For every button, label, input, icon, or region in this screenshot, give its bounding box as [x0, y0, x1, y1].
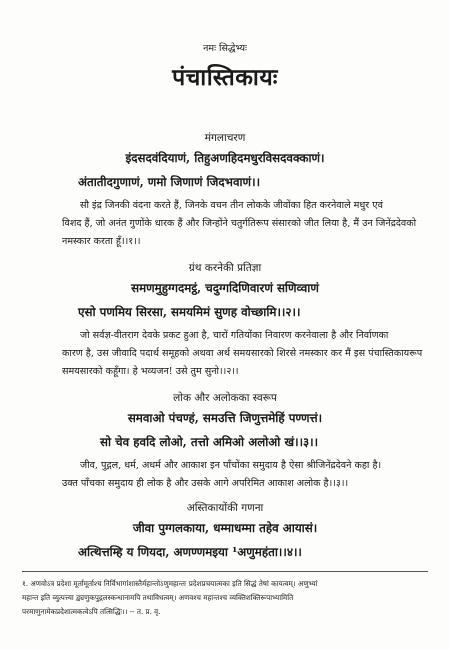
meaning-line: सौ इंद्र जिनकी वंदना करते हैं, जिनके वचन तीन लोकके जीवोंका हित करनेवाले मधुर एवं: [80, 200, 383, 211]
meaning-line: विशद हैं, जो अनंत गुणोंके धारक हैं और जिन्होंने चतुर्गतिरूप संसारको जीत लिया है, मैं उन जिनेंद्रदेवको: [62, 218, 417, 229]
meaning-line: कारण है, उस जीवादि पदार्थ समूहको अथवा अर्थ समयसारको शिरसे नमस्कार कर मैं इस पंचास्तिकायरूप: [62, 348, 423, 359]
footnote-divider: [22, 571, 428, 572]
gatha-line: समवाओ पंचण्हं, समउत्ति जिणुत्तमेहिं पण्णत्तं।: [127, 411, 323, 425]
gatha-line: अंतातीदगुणाणं, णमो जिणाणं जिदभवाणं।।: [78, 175, 261, 189]
gatha-line: समणमुहुग्गदमट्ठं, चदुग्गदिणिवारणं सणिव्वाणं: [131, 281, 319, 295]
section-heading-astikay-ganana: अस्तिकायोंकी गणना: [186, 502, 264, 514]
meaning-paragraph: [62, 197, 417, 251]
section-heading-lok-alok: लोक और अलोकका स्वरूप: [173, 392, 277, 404]
footnote-line: १. अणवोऽत्र प्रदेशा मूर्तामूर्ताश्च निर्विभागांशास्तैर्महान्तोऽणुमहान्तः प्रदेशप्रचयात्मका इति सिद्धं तेषां कायत्वम्। अणुभ्यां: [22, 579, 318, 588]
gatha-line: जीवा पुग्गलकाया, धम्माधम्मा तहेव आयासं।: [132, 521, 318, 535]
gatha-line: इंदसदवंदियाणं, तिहुअणहिदमधुरविसदवक्काणं।: [125, 151, 325, 165]
meaning-line: समयसारको कहूँगा। हे भव्यजन! उसे तुम सुनो।।२।।: [62, 366, 239, 377]
meaning-line: जीव, पुद्गल, धर्म, अधर्म और आकाश इन पाँचोंका समुदाय है ऐसा श्रीजिनेंद्रदेवने कहा है।: [80, 460, 382, 471]
meaning-line: जो सर्वज्ञ-वीतराग देवके प्रकट हुआ है, चारों गतियोंका निवारण करनेवाला है और निर्वाणका: [80, 330, 389, 341]
gatha-line: अत्थित्तम्हि य णियदा, अणण्णमइया ¹अणुमहंता।।४।।: [78, 545, 302, 559]
invocation: नमः सिद्धेभ्यः: [203, 43, 247, 54]
footnote: [22, 577, 430, 619]
meaning-line: नमस्कार करता हूँ।।१।।: [62, 236, 141, 247]
meaning-paragraph: [62, 327, 423, 381]
gatha-line: एसो पणमिय सिरसा, समयमिमं सुणह वोच्छामि।।२।।: [78, 305, 301, 319]
gatha-line: सो चेव हवदि लोओ, तत्तो अमिओ अलोओ खं।।३।।: [100, 435, 319, 449]
section-heading-pratigya: ग्रंथ करनेकी प्रतिज्ञा: [188, 262, 262, 274]
meaning-line: उक्त पाँचका समुदाय ही लोक है और उसके आगे अपरिमित आकाश अलोक है।।३।।: [62, 478, 349, 489]
footnote-line: परमाणुनामेकप्रदेशात्मकत्वेऽपि तत्सिद्धिः।। -- त. प्र. वृ.: [22, 607, 161, 616]
footnote-line: महान्त इति व्युत्पत्त्या द्व्यणुकपुद्गलस्कन्धानामपि तथाविधत्वम्। अणवश्च महान्तश्च व्यक्तिशक्तिरूपाभ्यामिति: [22, 593, 294, 602]
page-title: पंचास्तिकायः: [172, 64, 278, 91]
section-heading-mangalacharan: मंगलाचरण: [204, 132, 246, 144]
meaning-paragraph: [62, 457, 414, 493]
